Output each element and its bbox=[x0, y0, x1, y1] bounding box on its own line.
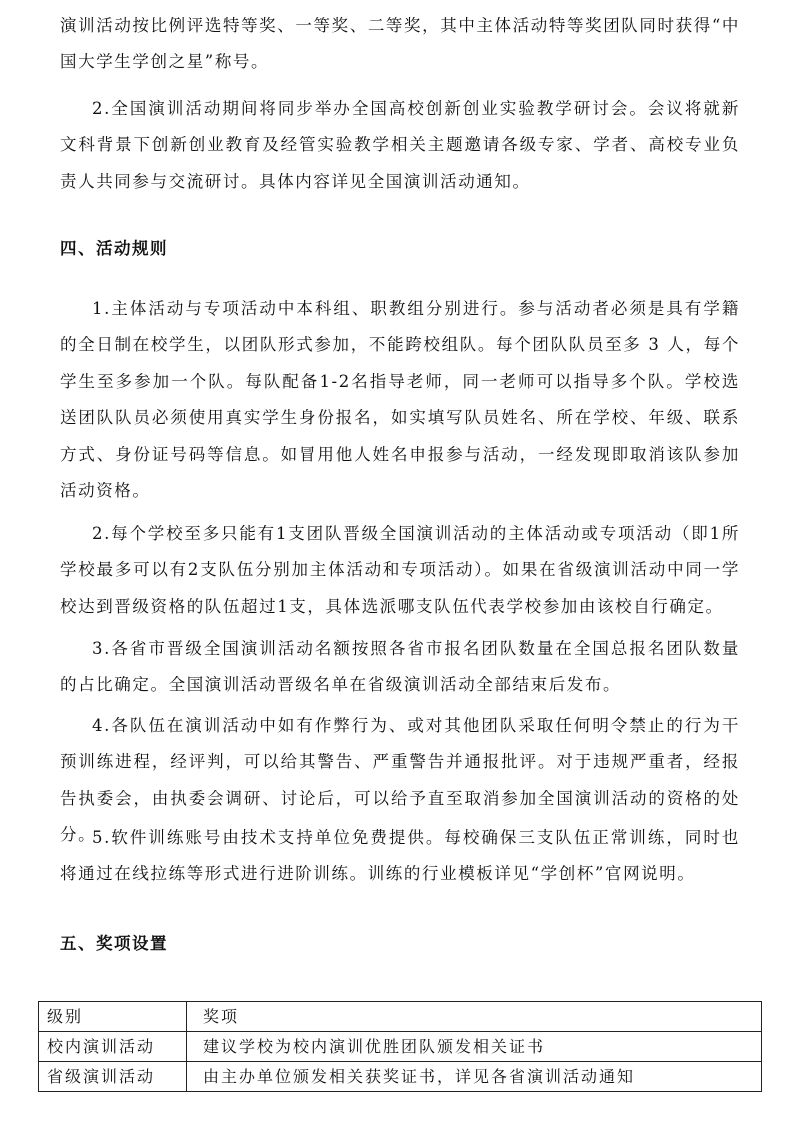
rule-item-1: 1.主体活动与专项活动中本科组、职教组分别进行。参与活动者必须是具有学籍的全日制在校学生，以团队形式参加，不能跨校组队。每个团队队员至多 3 人，每个学生至多参加一个队。每队配备1-2名指导老师，同一老师可以指导多个队。学校选送团队队员必须使用真实学生身份报名，如实填写队员姓名、所在学校、年级、联系方式、身份证号码等信息。如冒用他人姓名申报参与活动，一经发现即取消该队参加活动资格。 bbox=[60, 299, 740, 501]
paragraph-seminar: 2.全国演训活动期间将同步举办全国高校创新创业实验教学研讨会。会议将就新文科背景下创新创业教育及经管实验教学相关主题邀请各级专家、学者、高校专业负责人共同参与交流研讨。具体内容详见全国演训活动通知。 bbox=[60, 99, 740, 191]
table-cell-award: 由主办单位颁发相关获奖证书，详见各省演训活动通知 bbox=[187, 1062, 762, 1092]
table-header-row bbox=[39, 1002, 762, 1032]
table-header-award: 奖项 bbox=[187, 1002, 762, 1032]
heading-award-settings: 五、奖项设置 bbox=[60, 934, 168, 953]
table-cell-level: 校内演训活动 bbox=[39, 1032, 187, 1062]
table-row bbox=[39, 1032, 762, 1062]
table-cell-award: 建议学校为校内演训优胜团队颁发相关证书 bbox=[187, 1032, 762, 1062]
rule-item-5: 5.软件训练账号由技术支持单位免费提供。每校确保三支队伍正常训练，同时也将通过在线拉练等形式进行进阶训练。训练的行业模板详见“学创杯”官网说明。 bbox=[60, 828, 740, 884]
table-row bbox=[39, 1062, 762, 1092]
paragraph-awards-tail: 演训活动按比例评选特等奖、一等奖、二等奖，其中主体活动特等奖团队同时获得“中国大学生学创之星”称号。 bbox=[60, 16, 740, 72]
rule-item-3: 3.各省市晋级全国演训活动名额按照各省市报名团队数量在全国总报名团队数量的占比确定。全国演训活动晋级名单在省级演训活动全部结束后发布。 bbox=[60, 639, 740, 695]
heading-activity-rules: 四、活动规则 bbox=[60, 239, 168, 258]
table-cell-level: 省级演训活动 bbox=[39, 1062, 187, 1092]
awards-table bbox=[38, 1001, 762, 1092]
table-header-level: 级别 bbox=[39, 1002, 187, 1032]
rule-item-4: 4.各队伍在演训活动中如有作弊行为、或对其他团队采取任何明令禁止的行为干预训练进程，经评判，可以给其警告、严重警告并通报批评。对于违规严重者，经报告执委会，由执委会调研、讨论后，可以给予直至取消参加全国演训活动的资格的处分。 bbox=[60, 716, 740, 845]
rule-item-2: 2.每个学校至多只能有1支团队晋级全国演训活动的主体活动或专项活动（即1所学校最多可以有2支队伍分别加主体活动和专项活动）。如果在省级演训活动中同一学校达到晋级资格的队伍超过1支，具体选派哪支队伍代表学校参加由该校自行确定。 bbox=[60, 524, 740, 616]
